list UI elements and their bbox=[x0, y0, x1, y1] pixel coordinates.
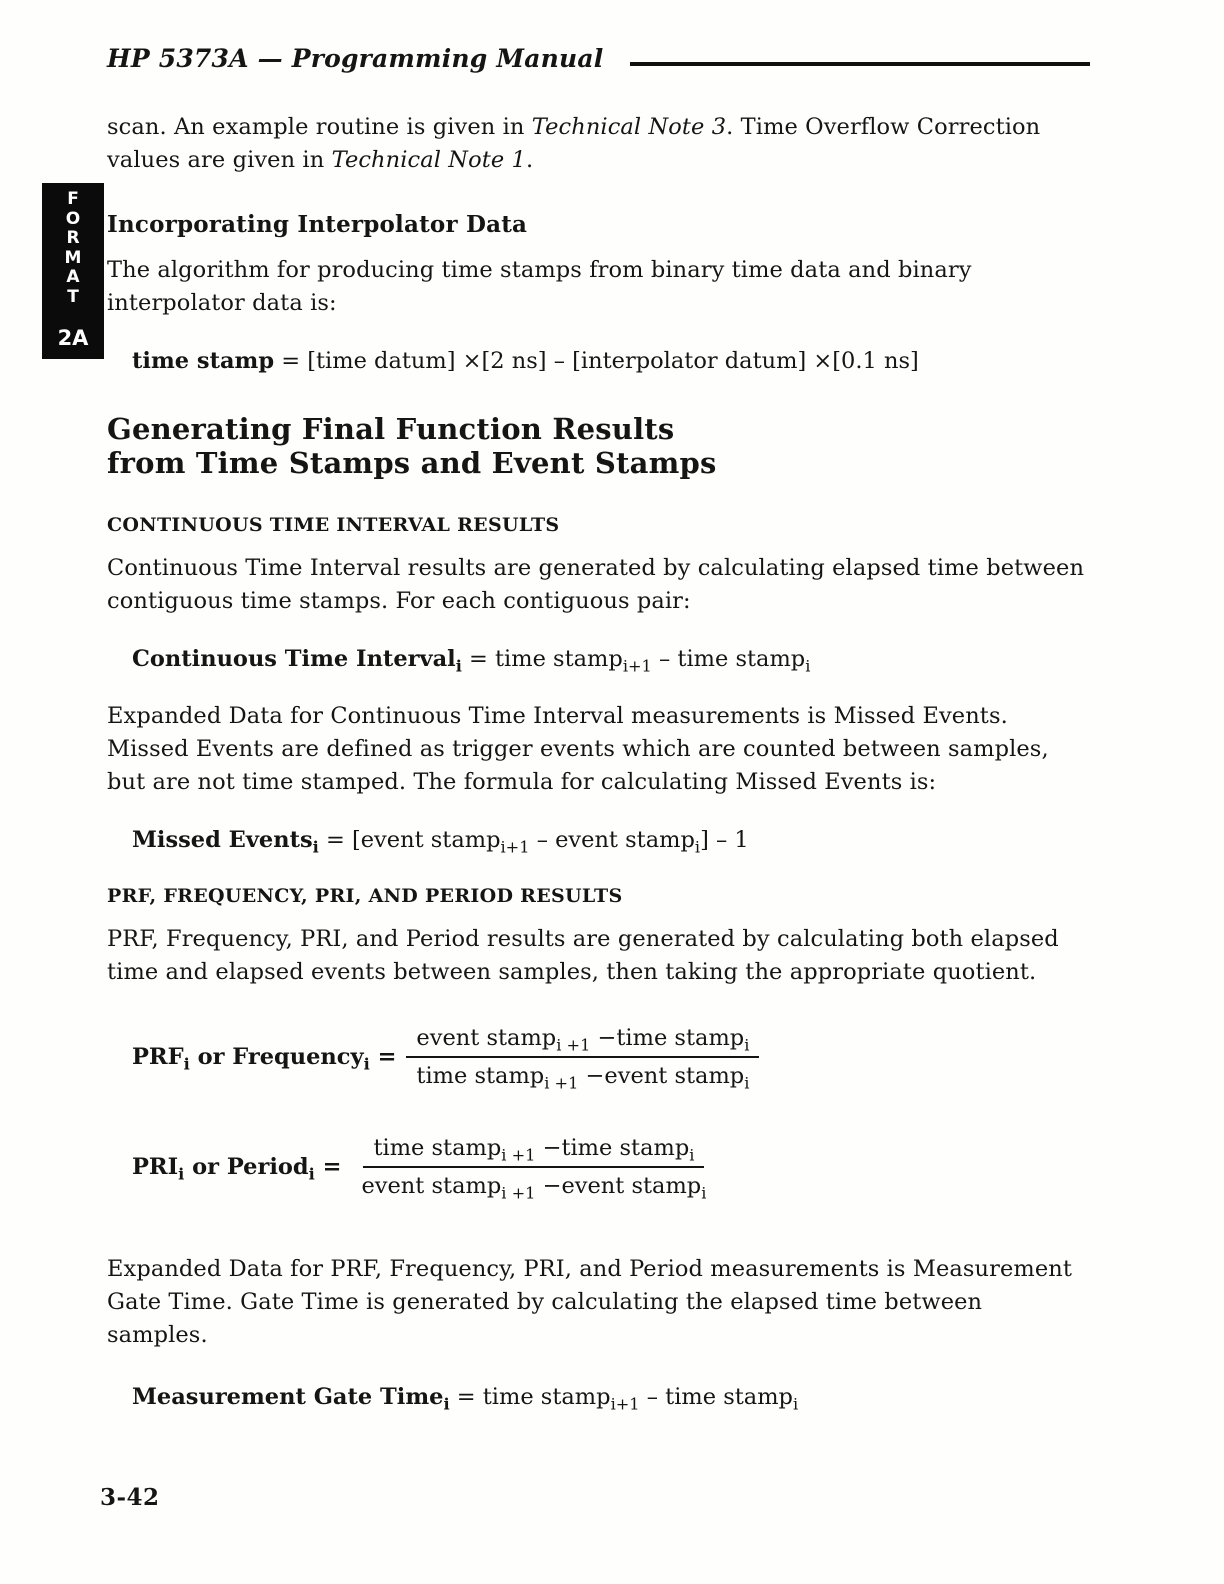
section-tab-format-2a bbox=[42, 183, 104, 359]
heading-prf-frequency-pri-period-results: PRF, FREQUENCY, PRI, AND PERIOD RESULTS bbox=[107, 884, 623, 907]
tab-letter: T bbox=[67, 286, 79, 307]
missed-events-formula bbox=[132, 825, 1090, 857]
fraction-denominator bbox=[351, 1168, 716, 1203]
heading-continuous-time-interval-results: CONTINUOUS TIME INTERVAL RESULTS bbox=[107, 514, 560, 537]
formula-label-part: PRI bbox=[132, 1153, 179, 1180]
formula-subscript: i bbox=[183, 1054, 190, 1074]
formula-part: – event stamp bbox=[529, 827, 695, 853]
formula-part: −time stamp bbox=[590, 1024, 745, 1051]
formula-subscript: i bbox=[455, 656, 462, 676]
technical-note-1-reference: Technical Note 1 bbox=[331, 147, 526, 174]
formula-subscript: i bbox=[792, 1394, 799, 1414]
formula-part: −event stamp bbox=[578, 1062, 745, 1089]
missed-events-paragraph: Expanded Data for Continuous Time Interval measurements is Missed Events. Missed Events are defined as trigger events which are counted between samples, but are not time stamped. The formula for calculating Missed Events is: bbox=[107, 702, 1049, 795]
formula-subscript: i bbox=[308, 1164, 315, 1184]
continuous-time-interval-formula bbox=[132, 644, 1090, 676]
formula-subscript: i +1 bbox=[501, 1145, 536, 1165]
formula-label-part: or Frequency bbox=[189, 1043, 364, 1070]
intro-text: . Time Overflow Correction values are given in bbox=[107, 114, 1041, 174]
formula-part: – time stamp bbox=[651, 646, 806, 673]
header-rule bbox=[630, 62, 1091, 66]
tab-section-number: 2A bbox=[57, 326, 89, 350]
tab-letter: M bbox=[64, 247, 82, 268]
formula-label bbox=[132, 1153, 342, 1184]
formula-lhs: Measurement Gate Time bbox=[132, 1383, 444, 1410]
formula-subscript: i +1 bbox=[501, 1183, 536, 1203]
formula-subscript: i +1 bbox=[556, 1035, 591, 1055]
pri-period-formula bbox=[132, 1134, 1090, 1203]
formula-part: ] – 1 bbox=[700, 827, 749, 853]
tab-letter: A bbox=[66, 267, 80, 287]
formula-lhs: time stamp bbox=[132, 348, 275, 375]
prf-paragraph: PRF, Frequency, PRI, and Period results are generated by calculating both elapsed time and elapsed events between samples, then taking the appropriate quotient. bbox=[107, 925, 1059, 985]
time-stamp-formula bbox=[132, 346, 1090, 378]
fraction-denominator bbox=[406, 1058, 759, 1093]
formula-subscript: i bbox=[701, 1183, 707, 1203]
formula-rhs: = [time datum] ×[2 ns] – [interpolator datum] ×[0.1 ns] bbox=[274, 348, 919, 375]
page-number: 3-42 bbox=[100, 1484, 160, 1511]
intro-text: . bbox=[525, 147, 534, 174]
prf-frequency-formula bbox=[132, 1024, 1090, 1093]
cti-paragraph: Continuous Time Interval results are generated by calculating elapsed time between contiguous time stamps. For each contiguous pair: bbox=[107, 555, 1085, 615]
formula-label bbox=[132, 1043, 397, 1074]
tab-letter: O bbox=[65, 208, 81, 229]
fraction bbox=[406, 1024, 759, 1093]
formula-subscript: i bbox=[312, 837, 319, 857]
heading-incorporating-interpolator-data: Incorporating Interpolator Data bbox=[107, 211, 528, 239]
formula-subscript: i bbox=[744, 1073, 750, 1093]
manual-title: HP 5373A — Programming Manual bbox=[107, 44, 604, 73]
formula-subscript: i +1 bbox=[544, 1073, 579, 1093]
fraction-numerator bbox=[406, 1025, 759, 1058]
formula-part: time stamp bbox=[373, 1134, 502, 1161]
formula-label-part: or Period bbox=[184, 1153, 309, 1180]
measurement-gate-time-formula bbox=[132, 1382, 1090, 1414]
formula-part: −event stamp bbox=[535, 1172, 702, 1199]
main-heading-line1: Generating Final Function Results bbox=[107, 411, 675, 446]
formula-part: – time stamp bbox=[639, 1383, 793, 1410]
formula-subscript: i bbox=[689, 1145, 695, 1165]
formula-subscript: i+1 bbox=[622, 656, 652, 676]
formula-lhs: Continuous Time Interval bbox=[132, 646, 456, 673]
heading-generating-final-function-results bbox=[107, 412, 1090, 480]
intro-paragraph bbox=[107, 111, 1090, 177]
formula-part: = time stamp bbox=[449, 1383, 611, 1410]
formula-subscript: i+1 bbox=[610, 1394, 640, 1414]
formula-subscript: i bbox=[363, 1054, 370, 1074]
gate-time-paragraph: Expanded Data for PRF, Frequency, PRI, and Period measurements is Measurement Gate Time. Gate Time is generated by calculating the elapsed time between samples. bbox=[107, 1255, 1072, 1348]
fraction-numerator bbox=[363, 1135, 704, 1168]
formula-part: = time stamp bbox=[461, 646, 623, 673]
tab-letter: R bbox=[66, 228, 80, 248]
page-header bbox=[107, 44, 1090, 73]
formula-part: event stamp bbox=[361, 1172, 502, 1199]
equals-sign: = bbox=[369, 1043, 397, 1070]
interpolator-paragraph: The algorithm for producing time stamps from binary time data and binary interpolator data is: bbox=[107, 257, 972, 317]
formula-subscript: i bbox=[178, 1164, 185, 1184]
formula-label-part: PRF bbox=[132, 1043, 184, 1070]
formula-part: time stamp bbox=[416, 1062, 545, 1089]
formula-subscript: i bbox=[443, 1394, 450, 1414]
formula-subscript: i+1 bbox=[500, 837, 530, 857]
formula-lhs: Missed Events bbox=[132, 827, 313, 853]
formula-subscript: i bbox=[694, 837, 701, 857]
formula-part: = [event stamp bbox=[318, 827, 501, 853]
technical-note-3-reference: Technical Note 3 bbox=[531, 114, 727, 140]
main-heading-line2: from Time Stamps and Event Stamps bbox=[107, 445, 717, 480]
formula-subscript: i bbox=[744, 1035, 750, 1055]
intro-text: scan. An example routine is given in bbox=[107, 114, 532, 140]
formula-part: −time stamp bbox=[535, 1134, 690, 1161]
formula-subscript: i bbox=[805, 656, 811, 676]
equals-sign: = bbox=[314, 1153, 342, 1180]
tab-letter: F bbox=[67, 189, 79, 209]
formula-part: event stamp bbox=[416, 1024, 557, 1051]
fraction bbox=[351, 1134, 716, 1203]
